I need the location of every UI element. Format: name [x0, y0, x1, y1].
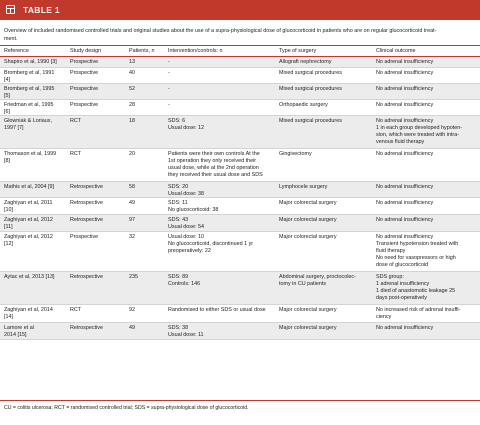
cell-intervention — [168, 325, 204, 339]
cell-patients — [129, 151, 135, 158]
cell-line: 1st operation they only received their — [168, 157, 257, 164]
cell-line: Major colorectal surgery — [279, 199, 337, 206]
cell-intervention — [168, 307, 266, 314]
column-header-patients: Patients, n — [129, 48, 155, 54]
cell-reference — [4, 70, 54, 84]
cell-line: Lymphocele surgery — [279, 183, 328, 190]
cell-line: 235 — [129, 273, 138, 280]
cell-line: No adrenal insufficiency — [376, 183, 434, 190]
cell-line: 97 — [129, 216, 135, 223]
cell-line: 28 — [129, 101, 135, 108]
cell-line: 49 — [129, 324, 135, 331]
cell-line: days post-operatively — [376, 294, 427, 301]
cell-line: - — [168, 85, 170, 92]
cell-study-design — [70, 274, 103, 281]
cell-patients — [129, 217, 135, 224]
cell-line: No adrenal insufficiency — [376, 150, 434, 157]
cell-line: 13 — [129, 58, 135, 65]
cell-clinical-outcome — [376, 86, 433, 93]
table-row — [0, 305, 480, 323]
cell-line: 40 — [129, 69, 135, 76]
cell-surgery-type — [279, 151, 312, 158]
cell-reference — [4, 118, 52, 132]
table-bottom-rule — [0, 400, 480, 401]
cell-line: Allograft nephrectomy — [279, 58, 332, 65]
cell-surgery-type — [279, 184, 327, 191]
cell-line: SDS: 6 — [168, 117, 186, 124]
cell-line: dose of glucocorticoid — [376, 261, 429, 268]
cell-line: No adrenal insufficiency — [376, 58, 434, 65]
cell-surgery-type — [279, 200, 337, 207]
cell-clinical-outcome — [376, 70, 433, 77]
cell-line: [10] — [4, 206, 13, 213]
table-row — [0, 232, 480, 272]
cell-patients — [129, 184, 135, 191]
cell-line: they received their usual dose and SDS — [168, 171, 263, 178]
cell-clinical-outcome — [376, 118, 462, 146]
cell-line: Retrospective — [70, 216, 103, 223]
cell-reference — [4, 59, 57, 66]
cell-line: 1 in each group developed hypoten- — [376, 124, 463, 131]
cell-line: [5] — [4, 92, 10, 99]
cell-study-design — [70, 234, 98, 241]
cell-line: Prospective — [70, 101, 99, 108]
cell-reference — [4, 184, 54, 191]
cell-patients — [129, 325, 135, 332]
table-title: TABLE 1 — [23, 5, 60, 15]
cell-line: Mathis et al, 2004 [9] — [4, 183, 55, 190]
cell-study-design — [70, 70, 98, 77]
cell-clinical-outcome — [376, 102, 433, 109]
cell-clinical-outcome — [376, 274, 455, 302]
table-header-bar — [0, 0, 480, 20]
cell-line: [8] — [4, 157, 10, 164]
cell-line: [14] — [4, 313, 13, 320]
cell-line: No adrenal insufficiency — [376, 324, 434, 331]
cell-line: - — [168, 58, 170, 65]
cell-line: usual dose, while at the 2nd operation — [168, 164, 259, 171]
cell-line: Controls: 146 — [168, 280, 201, 287]
cell-line: No adrenal insufficiency — [376, 233, 434, 240]
table-row — [0, 182, 480, 198]
table-row — [0, 198, 480, 215]
cell-line: No increased risk of adrenal insuffi- — [376, 306, 461, 313]
cell-line: No glucocorticoid: 38 — [168, 206, 219, 213]
cell-clinical-outcome — [376, 184, 433, 191]
cell-intervention — [168, 151, 263, 179]
cell-patients — [129, 118, 135, 125]
cell-study-design — [70, 151, 81, 158]
cell-study-design — [70, 184, 103, 191]
cell-surgery-type — [279, 102, 328, 109]
cell-reference — [4, 151, 56, 165]
table-row — [0, 116, 480, 149]
cell-reference — [4, 102, 53, 116]
cell-line: Mixed surgical procedures — [279, 117, 342, 124]
cell-intervention — [168, 70, 170, 77]
cell-line: [11] — [4, 223, 13, 230]
cell-patients — [129, 274, 138, 281]
cell-line: [12] — [4, 240, 13, 247]
cell-line: SDS: 43 — [168, 216, 189, 223]
cell-clinical-outcome — [376, 234, 458, 269]
cell-study-design — [70, 307, 81, 314]
cell-line: No adrenal insufficiency — [376, 199, 434, 206]
cell-line: Zaghiyan et al, 2012 — [4, 216, 53, 223]
cell-line: Zaghiyan et al, 2014 — [4, 306, 53, 313]
cell-line: SDS: 89 — [168, 273, 189, 280]
cell-study-design — [70, 59, 98, 66]
cell-line: SDS: 11 — [168, 199, 188, 206]
cell-surgery-type — [279, 325, 337, 332]
table-footnote: CU = colitis ulcerosa; RCT = randomised controlled trial; SDS = supra-physiological dose of glucocorticoid. — [4, 405, 249, 411]
cell-line: No glucocorticoid, discontinued 1 yr — [168, 240, 254, 247]
cell-line: No adrenal insufficiency — [376, 69, 434, 76]
cell-line: SDS group: — [376, 273, 404, 280]
cell-patients — [129, 307, 135, 314]
table-row — [0, 84, 480, 100]
cell-line: Orthopaedic surgery — [279, 101, 328, 108]
cell-line: Randomised to either SDS or usual dose — [168, 306, 266, 313]
cell-line: Usual dose: 11 — [168, 331, 204, 338]
cell-line: sion, which were treated with intra- — [376, 131, 459, 138]
cell-intervention — [168, 86, 170, 93]
cell-reference — [4, 217, 53, 231]
cell-line: Usual dose: 38 — [168, 190, 204, 197]
cell-intervention — [168, 234, 253, 255]
cell-clinical-outcome — [376, 200, 433, 207]
cell-clinical-outcome — [376, 59, 433, 66]
cell-line: 1 died of anastomotic leakage 25 — [376, 287, 456, 294]
column-header-study-design: Study design — [70, 48, 102, 54]
cell-line: venous fluid therapy — [376, 138, 425, 145]
column-header-reference: Reference — [4, 48, 29, 54]
cell-line: No need for vasopressors or high — [376, 254, 456, 261]
cell-clinical-outcome — [376, 151, 433, 158]
cell-line: Mixed surgical procedures — [279, 69, 342, 76]
cell-line: SDS: 20 — [168, 183, 189, 190]
cell-line: 1 adrenal insufficiency — [376, 280, 430, 287]
cell-line: Major colorectal surgery — [279, 216, 337, 223]
cell-surgery-type — [279, 70, 342, 77]
cell-reference — [4, 86, 54, 100]
cell-study-design — [70, 217, 103, 224]
column-header-surgery-type: Type of surgery — [279, 48, 317, 54]
table-row — [0, 272, 480, 305]
cell-line: 58 — [129, 183, 135, 190]
cell-intervention — [168, 217, 204, 231]
cell-intervention — [168, 59, 170, 66]
cell-patients — [129, 86, 135, 93]
cell-intervention — [168, 118, 204, 132]
cell-line: tomy in CU patients — [279, 280, 327, 287]
cell-patients — [129, 59, 135, 66]
cell-line: Friedman et al, 1995 — [4, 101, 54, 108]
cell-line: Retrospective — [70, 183, 103, 190]
cell-line: Prospective — [70, 58, 99, 65]
table-row — [0, 68, 480, 84]
cell-line: Patients were their own controls At the — [168, 150, 260, 157]
cell-line: Retrospective — [70, 273, 103, 280]
cell-surgery-type — [279, 307, 337, 314]
cell-line: Mixed surgical procedures — [279, 85, 342, 92]
cell-line: Major colorectal surgery — [279, 306, 337, 313]
table-row — [0, 323, 480, 340]
cell-study-design — [70, 86, 98, 93]
column-header-clinical-outcome: Clinical outcome — [376, 48, 416, 54]
table-icon — [6, 5, 15, 14]
column-header-intervention: Intervention/controls: n — [168, 48, 223, 54]
cell-line: SDS: 38 — [168, 324, 189, 331]
cell-reference — [4, 307, 53, 321]
cell-reference — [4, 325, 34, 339]
cell-line: 2014 [15] — [4, 331, 27, 338]
caption-line-1: Overview of included randomised controlled trials and original studies about the use of a supra-physiological dose of glucocorticoid in patients who are on regular glucocorticoid treat- — [4, 28, 437, 34]
cell-line: 20 — [129, 150, 135, 157]
cell-surgery-type — [279, 217, 337, 224]
cell-line: ciency — [376, 313, 392, 320]
caption-line-2: ment. — [4, 36, 18, 42]
cell-reference — [4, 274, 55, 281]
cell-clinical-outcome — [376, 217, 433, 224]
cell-line: Retrospective — [70, 199, 103, 206]
cell-intervention — [168, 102, 170, 109]
cell-line: Gingivectomy — [279, 150, 312, 157]
cell-line: Major colorectal surgery — [279, 324, 337, 331]
table-caption — [4, 27, 478, 43]
cell-clinical-outcome — [376, 325, 433, 332]
cell-line: [6] — [4, 108, 10, 115]
cell-line: Aytac et al, 2013 [13] — [4, 273, 55, 280]
cell-clinical-outcome — [376, 307, 460, 321]
cell-study-design — [70, 200, 103, 207]
cell-line: Zaghiyan et al, 2011 — [4, 199, 53, 206]
cell-line: No adrenal insufficiency — [376, 117, 434, 124]
cell-surgery-type — [279, 234, 337, 241]
cell-line: Bromberg et al, 1991 — [4, 69, 55, 76]
cell-reference — [4, 234, 53, 248]
cell-study-design — [70, 102, 98, 109]
cell-line: [4] — [4, 76, 10, 83]
cell-line: Major colorectal surgery — [279, 233, 337, 240]
cell-line: Shapiro et al, 1990 [3] — [4, 58, 57, 65]
cell-line: Retrospective — [70, 324, 103, 331]
cell-line: 52 — [129, 85, 135, 92]
cell-surgery-type — [279, 59, 331, 66]
cell-line: - — [168, 69, 170, 76]
cell-line: Glowniak & Loriaux, — [4, 117, 52, 124]
cell-line: Lamore et al — [4, 324, 34, 331]
cell-line: RCT — [70, 117, 82, 124]
cell-line: Usual dose: 10 — [168, 233, 204, 240]
table-body — [0, 57, 480, 340]
cell-line: - — [168, 101, 170, 108]
cell-intervention — [168, 274, 200, 288]
cell-patients — [129, 234, 135, 241]
cell-patients — [129, 70, 135, 77]
table-row — [0, 215, 480, 232]
cell-line: No adrenal insufficiency — [376, 216, 434, 223]
cell-study-design — [70, 118, 81, 125]
cell-patients — [129, 200, 135, 207]
cell-line: Transient hypotension treated with — [376, 240, 459, 247]
cell-surgery-type — [279, 118, 342, 125]
cell-study-design — [70, 325, 103, 332]
cell-line: RCT — [70, 306, 82, 313]
cell-line: fluid therapy — [376, 247, 406, 254]
cell-line: preoperatively: 22 — [168, 247, 211, 254]
cell-line: RCT — [70, 150, 82, 157]
cell-line: No adrenal insufficiency — [376, 101, 434, 108]
cell-line: Abdominal surgery, proctocolec- — [279, 273, 356, 280]
cell-line: 32 — [129, 233, 135, 240]
cell-reference — [4, 200, 52, 214]
cell-line: Thomason et al, 1999 — [4, 150, 57, 157]
cell-intervention — [168, 184, 204, 198]
cell-line: Usual dose: 54 — [168, 223, 204, 230]
cell-intervention — [168, 200, 218, 214]
cell-line: Prospective — [70, 69, 99, 76]
cell-line: Bromberg et al, 1995 — [4, 85, 55, 92]
table-row — [0, 57, 480, 68]
cell-line: 18 — [129, 117, 135, 124]
cell-line: Usual dose: 12 — [168, 124, 204, 131]
cell-line: 49 — [129, 199, 135, 206]
cell-line: 92 — [129, 306, 135, 313]
table-row — [0, 100, 480, 116]
cell-surgery-type — [279, 274, 356, 288]
cell-line: Prospective — [70, 233, 99, 240]
cell-patients — [129, 102, 135, 109]
cell-surgery-type — [279, 86, 342, 93]
cell-line: No adrenal insufficiency — [376, 85, 434, 92]
table-row — [0, 149, 480, 182]
cell-line: 1997 [7] — [4, 124, 24, 131]
cell-line: Zaghiyan et al, 2012 — [4, 233, 53, 240]
cell-line: Prospective — [70, 85, 99, 92]
